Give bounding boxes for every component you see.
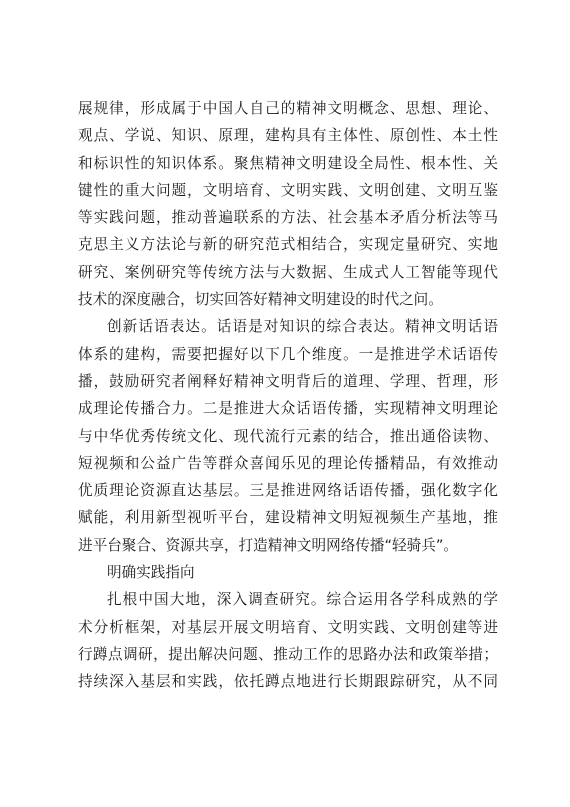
text-line: 成理论传播合力。二是推进大众话语传播，实现精神文明理论 [78, 400, 498, 418]
text-line: 赋能，利用新型视听平台，建设精神文明短视频生产基地，推 [78, 509, 498, 527]
section-heading: 明确实践指向 [107, 564, 195, 582]
text-line: 和标识性的知识体系。聚焦精神文明建设全局性、根本性、关 [78, 154, 498, 172]
text-line: 短视频和公益广告等群众喜闻乐见的理论传播精品，有效推动 [78, 454, 498, 472]
text-line: 持续深入基层和实践，依托蹲点地进行长期跟踪研究，从不同 [78, 673, 498, 691]
text-line: 优质理论资源直达基层。三是推进网络话语传播，强化数字化 [78, 482, 498, 500]
body-text [78, 95, 498, 696]
text-line: 技术的深度融合，切实回答好精神文明建设的时代之问。 [78, 291, 443, 309]
text-line: 等实践问题，推动普遍联系的方法、社会基本矛盾分析法等马 [78, 209, 498, 227]
text-line: 研究、案例研究等传统方法与大数据、生成式人工智能等现代 [78, 263, 498, 281]
text-line: 播，鼓励研究者阐释好精神文明背后的道理、学理、哲理，形 [78, 372, 498, 390]
text-line: 展规律，形成属于中国人自己的精神文明概念、思想、理论、 [78, 100, 498, 117]
text-line: 体系的建构，需要把握好以下几个维度。一是推进学术话语传 [78, 345, 498, 363]
text-line: 克思主义方法论与新的研究范式相结合，实现定量研究、实地 [78, 236, 498, 254]
text-line: 与中华优秀传统文化、现代流行元素的结合，推出通俗读物、 [78, 427, 498, 445]
text-line: 扎根中国大地，深入调查研究。综合运用各学科成熟的学 [107, 591, 498, 609]
text-line: 创新话语表达。话语是对知识的综合表达。精神文明话语 [107, 318, 498, 336]
text-line: 行蹲点调研，提出解决问题、推动工作的思路办法和政策举措； [78, 645, 498, 663]
text-line: 键性的重大问题，文明培育、文明实践、文明创建、文明互鉴 [78, 181, 498, 199]
text-line: 术分析框架，对基层开展文明培育、文明实践、文明创建等进 [78, 618, 498, 636]
text-line: 观点、学说、知识、原理，建构具有主体性、原创性、本土性 [78, 127, 498, 145]
text-line: 进平台聚合、资源共享，打造精神文明网络传播“轻骑兵”。 [78, 536, 458, 554]
